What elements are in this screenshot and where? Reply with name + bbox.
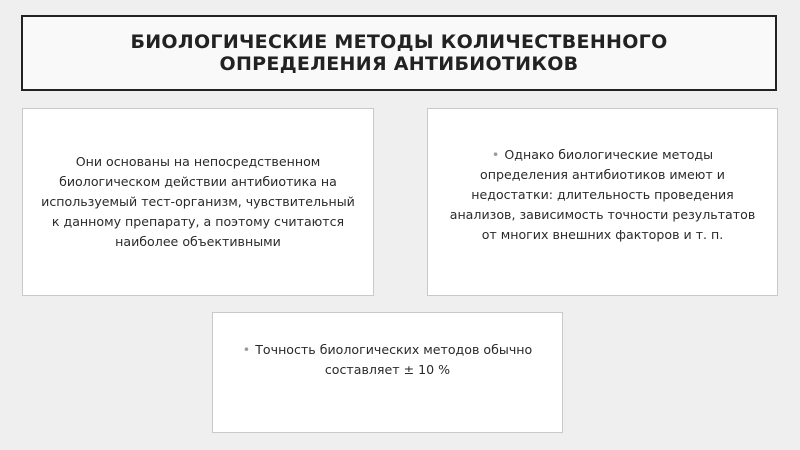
bottom-text-card [212,312,563,433]
slide-title [130,31,667,75]
bottom-card-text: Точность биологических методов обычно составляет ± 10 % [255,342,533,377]
left-card-text: Они основаны на непосредственном биологическом действии антибиотика на используемый тест-организм, чувствительный к данному препарату, а поэтому считаются наиболее объективными [41,154,355,249]
bottom-card-content [231,340,544,380]
right-card-content [448,145,757,245]
bullet-icon: • [242,342,251,357]
bullet-icon: • [491,147,500,162]
title-box [21,15,777,91]
left-text-card [22,108,374,296]
right-text-card [427,108,778,296]
slide-title-line-2: ОПРЕДЕЛЕНИЯ АНТИБИОТИКОВ [219,53,579,75]
right-card-text: Однако биологические методы определения антибиотиков имеют и недостатки: длительность проведения анализов, зависимость точности результатов от многих внешних факторов и т. п. [449,147,756,242]
slide-title-line-1: БИОЛОГИЧЕСКИЕ МЕТОДЫ КОЛИЧЕСТВЕННОГО [130,31,668,53]
